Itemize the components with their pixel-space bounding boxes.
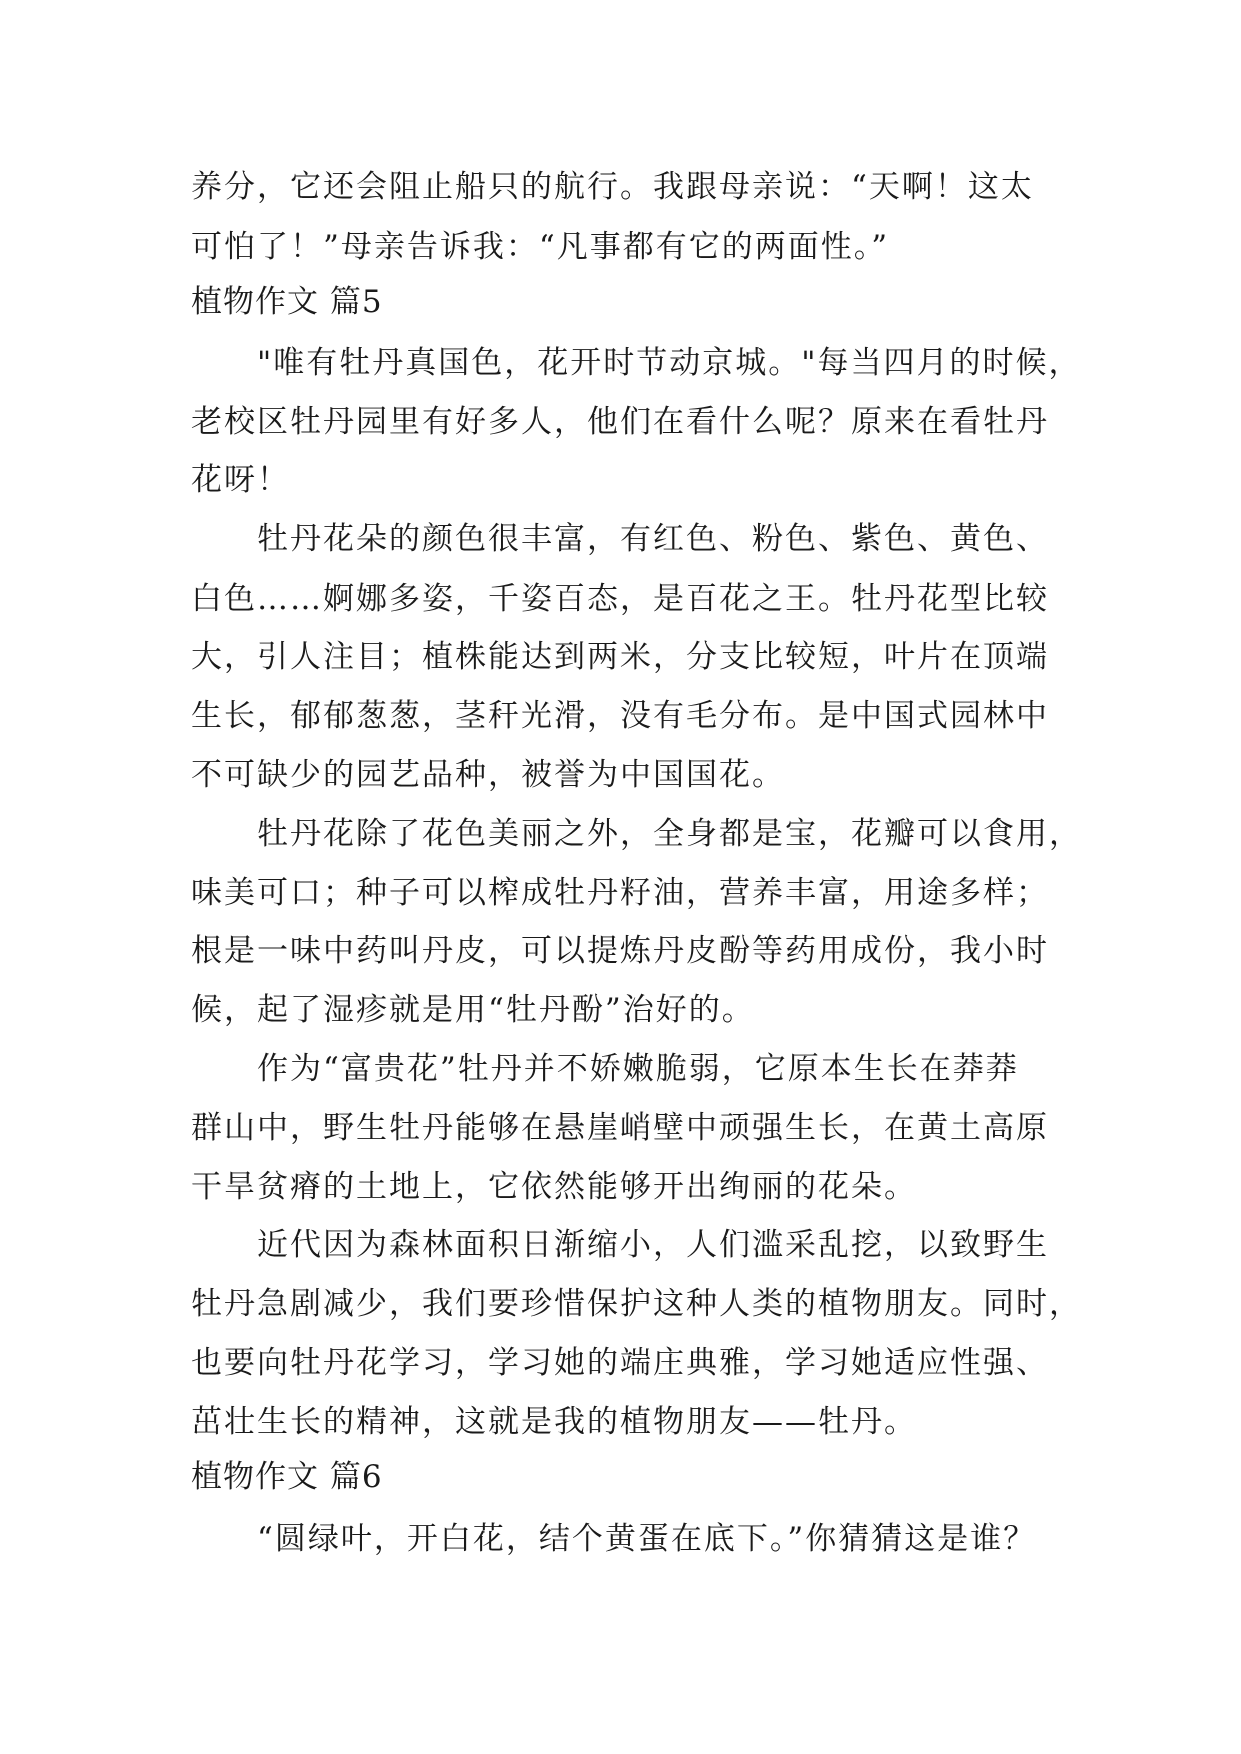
paragraph-first-line: “圆绿叶，开白花，结个黄蛋在底下。”你猜猜这是谁？ — [257, 1521, 1037, 1557]
paragraph-first-line: 作为“富贵花”牡丹并不娇嫩脆弱，它原本生长在莽莽 — [257, 1051, 1019, 1087]
text-line: 花呀！ — [191, 462, 290, 498]
text-line: 可怕了！”母亲告诉我：“凡事都有它的两面性。” — [191, 229, 890, 265]
text-line: 群山中，野生牡丹能够在悬崖峭壁中顽强生长，在黄土高原 — [191, 1110, 1049, 1146]
paragraph-first-line: "唯有牡丹真国色，花开时节动京城。"每当四月的时候， — [257, 345, 1082, 381]
text-line: 干旱贫瘠的土地上，它依然能够开出绚丽的花朵。 — [191, 1169, 917, 1205]
text-line: 也要向牡丹花学习，学习她的端庄典雅，学习她适应性强、 — [191, 1345, 1049, 1381]
text-line: 老校区牡丹园里有好多人，他们在看什么呢？原来在看牡丹 — [191, 404, 1049, 440]
paragraph-first-line: 牡丹花除了花色美丽之外，全身都是宝，花瓣可以食用， — [257, 816, 1082, 852]
text-line: 不可缺少的园艺品种，被誉为中国国花。 — [191, 757, 785, 793]
section-heading: 植物作文 篇5 — [191, 284, 383, 320]
text-line: 养分，它还会阻止船只的航行。我跟母亲说：“天啊！这太 — [191, 169, 1034, 205]
text-line: 白色……婀娜多姿，千姿百态，是百花之王。牡丹花型比较 — [191, 581, 1049, 617]
text-line: 候，起了湿疹就是用“牡丹酚”治好的。 — [191, 992, 755, 1028]
text-line: 茁壮生长的精神，这就是我的植物朋友——牡丹。 — [191, 1404, 917, 1440]
text-line: 牡丹急剧减少，我们要珍惜保护这种人类的植物朋友。同时， — [191, 1286, 1082, 1322]
text-line: 大，引人注目；植株能达到两米，分支比较短，叶片在顶端 — [191, 639, 1049, 675]
text-line: 生长，郁郁葱葱，茎秆光滑，没有毛分布。是中国式园林中 — [191, 698, 1049, 734]
text-line: 味美可口；种子可以榨成牡丹籽油，营养丰富，用途多样； — [191, 875, 1049, 911]
paragraph-first-line: 牡丹花朵的颜色很丰富，有红色、粉色、紫色、黄色、 — [257, 521, 1049, 557]
text-line: 根是一味中药叫丹皮，可以提炼丹皮酚等药用成份，我小时 — [191, 933, 1049, 969]
paragraph-first-line: 近代因为森林面积日渐缩小，人们滥采乱挖，以致野生 — [257, 1227, 1049, 1263]
section-heading: 植物作文 篇6 — [191, 1459, 383, 1495]
